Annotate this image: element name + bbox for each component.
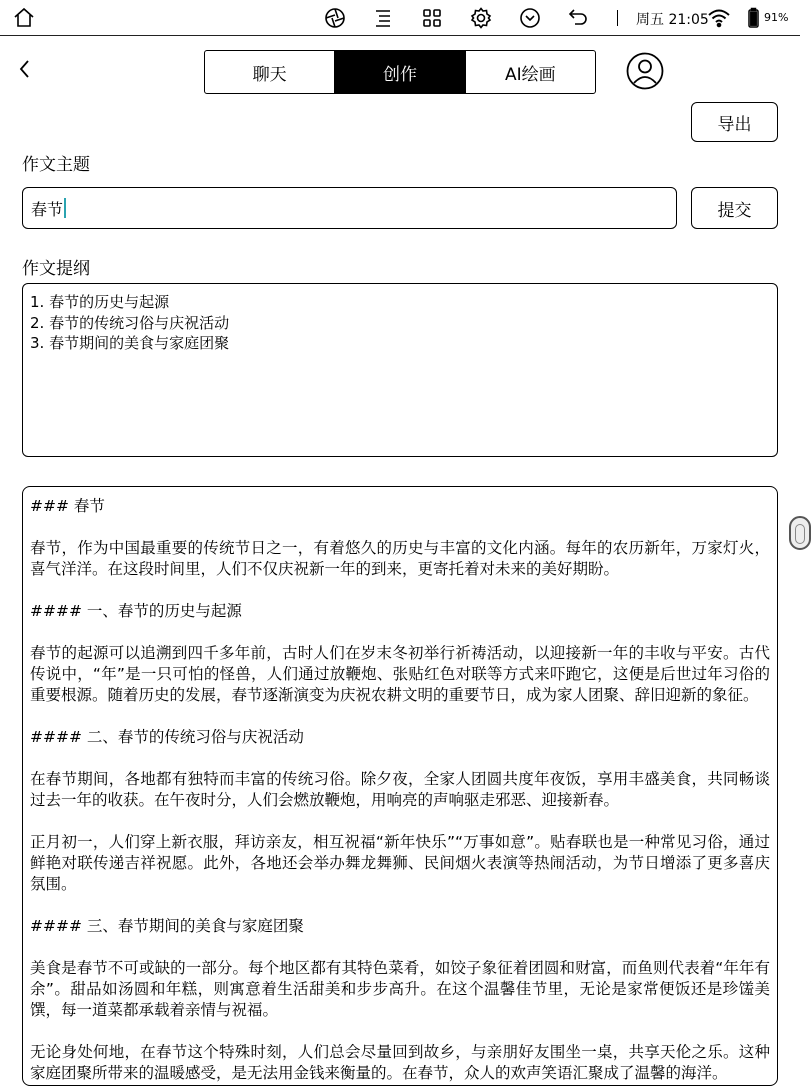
essay-paragraph: 正月初一，人们穿上新衣服，拜访亲友，相互祝福“新年快乐”“万事如意”。贴春联也是一种常见习俗，通过鲜艳对联传递吉祥祝愿。此外，各地还会举办舞龙舞狮、民间烟火表演等热闹活动，为节日增添了更多喜庆氛围。 [30,833,770,893]
mode-tabs [204,50,596,94]
battery-icon [741,6,765,30]
topic-input[interactable] [22,187,677,229]
essay-paragraph: 美食是春节不可或缺的一部分。每个地区都有其特色菜肴，如饺子象征着团圆和财富，而鱼则代表着“年年有余”。甜品如汤圆和年糕，则寓意着生活甜美和步步高升。在这个温馨佳节里，无论是家常便饭还是珍馐美馔，每一道菜都承载着亲情与祝福。 [30,959,770,1019]
chevron-left-icon [14,56,36,82]
tab-chat[interactable]: 聊天 [205,51,335,93]
status-bar [0,0,800,36]
export-button[interactable]: 导出 [691,102,778,142]
clock-time: 周五 21:05 [636,12,709,28]
back-button[interactable] [14,56,36,82]
back-arrow-icon[interactable] [566,6,590,30]
user-icon [626,52,664,90]
scroll-handle[interactable] [789,516,811,550]
essay-heading: ### 春节 [30,497,105,515]
avatar[interactable] [626,52,664,90]
wifi-icon [707,6,731,30]
text-caret [64,198,66,218]
gear-icon[interactable] [469,6,493,30]
outline-label: 作文提纲 [22,259,90,279]
aperture-icon[interactable] [323,6,347,30]
outline-line: 3. 春节期间的美食与家庭团聚 [30,334,230,352]
list-icon[interactable] [371,6,395,30]
outline-textarea[interactable] [22,283,778,457]
outline-line: 2. 春节的传统习俗与庆祝活动 [30,313,230,332]
essay-paragraph: 在春节期间，各地都有独特而丰富的传统习俗。除夕夜，全家人团圆共度年夜饭，享用丰盛美食，共同畅谈过去一年的收获。在午夜时分，人们会燃放鞭炮，用响亮的声响驱走邪恶、迎接新春。 [30,770,770,809]
essay-output[interactable] [22,486,778,1086]
apps-icon[interactable] [420,6,444,30]
topic-label: 作文主题 [22,155,90,175]
essay-subheading: #### 二、春节的传统习俗与庆祝活动 [30,728,304,746]
outline-line: 1. 春节的历史与起源 [30,293,170,311]
tab-ai-drawing[interactable]: AI绘画 [504,64,556,85]
essay-subheading: #### 一、春节的历史与起源 [30,602,242,620]
topic-value: 春节 [31,199,64,219]
submit-button[interactable]: 提交 [691,187,778,229]
battery-level: 91% [764,11,789,24]
essay-paragraph: 春节的起源可以追溯到四千多年前，古时人们在岁末冬初举行祈祷活动，以迎接新一年的丰收与平安。古代传说中，“年”是一只可怕的怪兽，人们通过放鞭炮、张贴红色对联等方式来吓跑它，这便是后世过年习俗的重要根源。随着历史的发展，春节逐渐演变为庆祝农耕文明的重要节日，成为家人团聚、辞旧迎新的象征。 [30,644,770,704]
essay-paragraph: 春节，作为中国最重要的传统节日之一，有着悠久的历史与丰富的文化内涵。每年的农历新年，万家灯火，喜气洋洋。在这段时间里，人们不仅庆祝新一年的到来，更寄托着对未来的美好期盼。 [30,539,770,578]
essay-paragraph: 无论身处何地，在春节这个特殊时刻，人们总会尽量回到故乡，与亲朋好友围坐一桌，共享天伦之乐。这种家庭团聚所带来的温暖感受，是无法用金钱来衡量的。在春节，众人的欢声笑语汇聚成了温馨的海洋。 [30,1043,770,1082]
tab-create[interactable]: 创作 [335,51,465,93]
status-divider [617,10,618,26]
home-icon[interactable] [12,6,36,30]
chevron-circle-icon[interactable] [518,6,542,30]
essay-subheading: #### 三、春节期间的美食与家庭团聚 [30,917,304,935]
